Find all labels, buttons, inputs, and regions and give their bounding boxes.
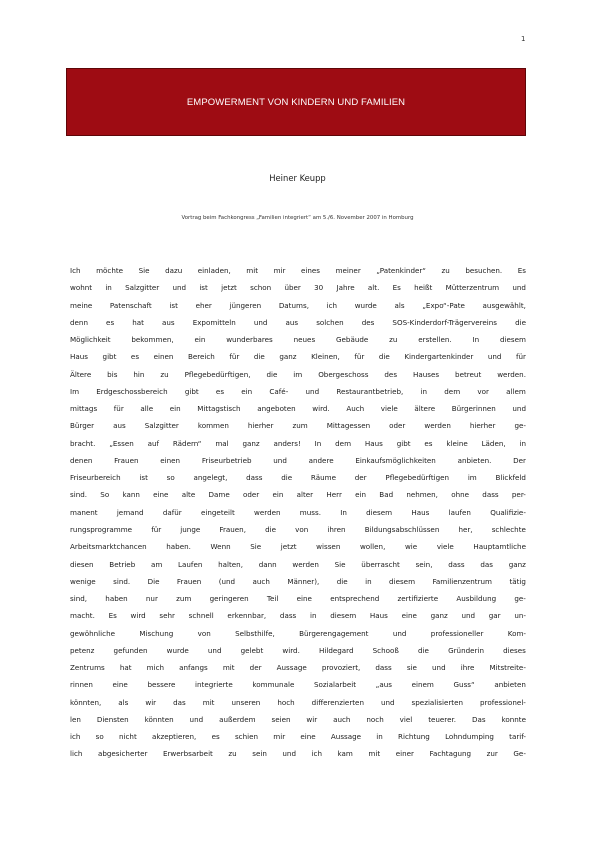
lecture-subtitle: Vortrag beim Fachkongress „Familien integriert“ am 5./6. November 2007 in Homburg bbox=[181, 215, 414, 221]
body-line: Haus gibt es einen Bereich für die ganz Kleinen, für die Kindergartenkinder und für bbox=[70, 352, 526, 362]
body-line: Möglichkeit bekommen, ein wunderbares neues Gebäude zu erstellen. In diesem bbox=[70, 335, 526, 345]
body-line: Im Erdgeschossbereich gibt es ein Café- und Restaurantbetrieb, in dem vor allem bbox=[70, 386, 526, 396]
body-line: mittags für alle ein Mittagstisch angeboten wird. Auch viele ältere Bürgerinnen und bbox=[70, 404, 526, 414]
body-line: Zentrums hat mich anfangs mit der Aussage provoziert, dass sie und ihre Mitstreite- bbox=[70, 663, 526, 673]
body-line: manent jemand dafür eingeteilt werden muss. In diesem Haus laufen Qualifizie- bbox=[70, 507, 526, 517]
body-line: lich abgesicherter Erwerbsarbeit zu sein und ich kam mit einer Fachtagung zur Ge- bbox=[70, 749, 526, 759]
body-line: bracht. „Essen auf Rädern“ mal ganz anders! In dem Haus gibt es kleine Läden, in bbox=[70, 438, 526, 448]
body-line: diesen Betrieb am Laufen halten, dann werden Sie überrascht sein, dass das ganz bbox=[70, 559, 526, 569]
body-line: wenige sind. Die Frauen (und auch Männer), die in diesem Familienzentrum tätig bbox=[70, 576, 526, 586]
body-line: ich so nicht akzeptieren, es schien mir eine Aussage in Richtung Lohndumping tarif- bbox=[70, 732, 526, 742]
body-line: meine Patenschaft ist eher jüngeren Datums, ich wurde als „Expo“-Pate ausgewählt, bbox=[70, 300, 526, 310]
body-line: sind, haben nur zum geringeren Teil eine entsprechend zertifizierte Ausbildung ge- bbox=[70, 594, 526, 604]
body-line: macht. Es wird sehr schnell erkennbar, dass in diesem Haus eine ganz und gar un- bbox=[70, 611, 526, 621]
page-number: 1 bbox=[521, 35, 526, 43]
body-line: Ältere bis hin zu Pflegebedürftigen, die im Obergeschoss des Hauses betreut werden. bbox=[70, 369, 526, 379]
body-line: Friseurbereich ist so angelegt, dass die Räume der Pflegebedürftigen im Blickfeld bbox=[70, 473, 526, 483]
body-line: könnten, als wir das mit unseren hoch differenzierten und spezialisierten professionel- bbox=[70, 697, 526, 707]
body-line: Ich möchte Sie dazu einladen, mit mir eines meiner „Patenkinder“ zu besuchen. Es bbox=[70, 266, 526, 275]
body-line: wohnt in Salzgitter und ist jetzt schon über 30 Jahre alt. Es heißt Mütterzentrum und bbox=[70, 283, 526, 293]
body-line: petenz gefunden wurde und gelebt wird. Hildegard Schooß die Gründerin dieses bbox=[70, 645, 526, 655]
title-banner bbox=[66, 68, 526, 136]
body-line: rinnen eine bessere integrierte kommunale Sozialarbeit „aus einem Guss“ anbieten bbox=[70, 680, 526, 690]
body-line: rungsprogramme für junge Frauen, die von ihren Bildungsabschlüssen her, schlechte bbox=[70, 524, 526, 534]
body-line: denn es hat aus Expomitteln und aus solchen des SOS-Kinderdorf-Trägervereins die bbox=[70, 317, 526, 327]
body-line: Bürger aus Salzgitter kommen hierher zum Mittagessen oder werden hierher ge- bbox=[70, 421, 526, 431]
body-paragraph bbox=[70, 262, 526, 763]
body-line: sind. So kann eine alte Dame oder ein alter Herr ein Bad nehmen, ohne dass per- bbox=[70, 490, 526, 500]
document-title: EMPOWERMENT VON KINDERN UND FAMILIEN bbox=[186, 96, 406, 108]
body-line: len Diensten könnten und außerdem seien wir auch noch viel teuerer. Das konnte bbox=[70, 714, 526, 724]
body-line: denen Frauen einen Friseurbetrieb und andere Einkaufsmöglichkeiten anbieten. Der bbox=[70, 455, 526, 465]
author-name: Heiner Keupp bbox=[269, 173, 326, 183]
body-line: Arbeitsmarktchancen haben. Wenn Sie jetzt wissen wollen, wie viele Hauptamtliche bbox=[70, 542, 526, 552]
body-line: gewöhnliche Mischung von Selbsthilfe, Bürgerengagement und professioneller Kom- bbox=[70, 628, 526, 638]
